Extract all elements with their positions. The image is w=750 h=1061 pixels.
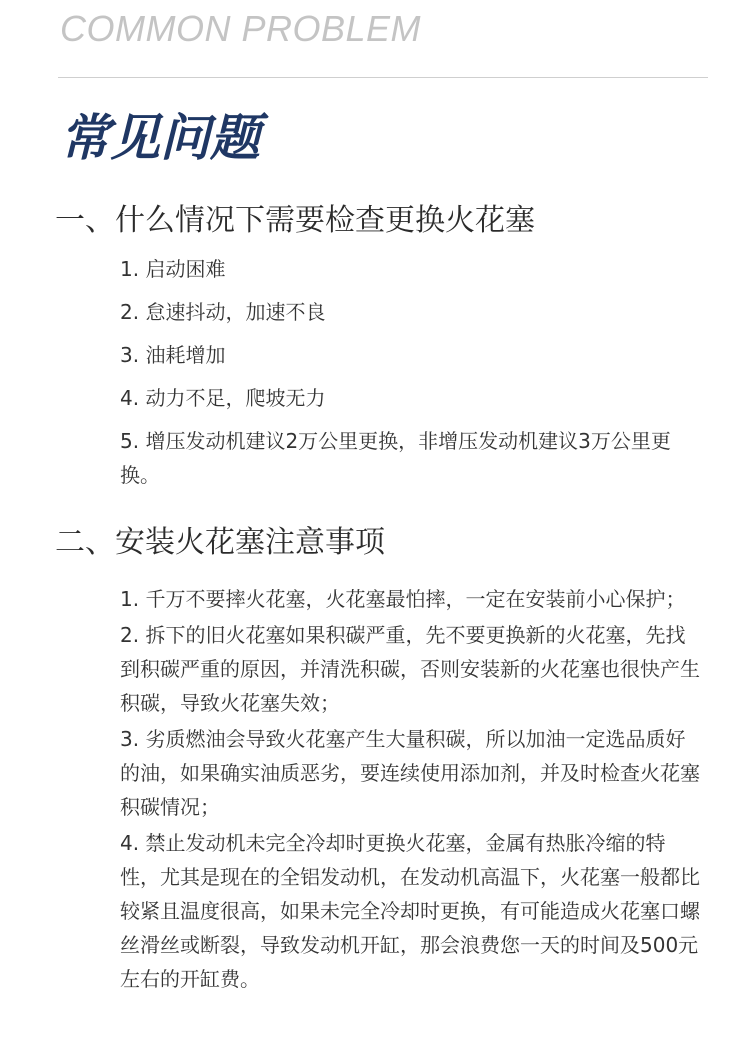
list-item: 1. 启动困难 bbox=[120, 257, 226, 281]
list-item: 1. 千万不要摔火花塞，火花塞最怕摔，一定在安装前小心保护； bbox=[120, 587, 686, 611]
page-title: 常见问题 bbox=[60, 109, 260, 167]
section-heading-when-to-replace: 一、什么情况下需要检查更换火花塞 bbox=[55, 203, 535, 238]
list-item: 5. 增压发动机建议2万公里更换，非增压发动机建议3万公里更换。 bbox=[120, 429, 671, 487]
list-item: 2. 拆下的旧火花塞如果积碳严重，先不要更换新的火花塞，先找到积碳严重的原因，并清洗积碳，否则安装新的火花塞也很快产生积碳，导致火花塞失效； bbox=[120, 623, 700, 715]
list-item: 4. 动力不足，爬坡无力 bbox=[120, 386, 326, 410]
english-title: COMMON PROBLEM bbox=[60, 8, 422, 49]
section-heading-installation-notes: 二、安装火花塞注意事项 bbox=[55, 525, 385, 560]
title-divider bbox=[58, 77, 708, 78]
list-item: 3. 劣质燃油会导致火花塞产生大量积碳，所以加油一定选品质好的油，如果确实油质恶劣，要连续使用添加剂，并及时检查火花塞积碳情况； bbox=[120, 727, 700, 819]
installation-notes-list bbox=[120, 582, 705, 998]
list-item: 3. 油耗增加 bbox=[120, 343, 226, 367]
list-item: 2. 怠速抖动，加速不良 bbox=[120, 300, 326, 324]
list-item: 4. 禁止发动机未完全冷却时更换火花塞，金属有热胀冷缩的特性，尤其是现在的全铝发动机，在发动机高温下，火花塞一般都比较紧且温度很高，如果未完全冷却时更换，有可能造成火花塞口螺丝滑丝或断裂，导致发动机开缸，那会浪费您一天的时间及500元左右的开缸费。 bbox=[120, 831, 700, 991]
symptom-list bbox=[120, 252, 705, 501]
